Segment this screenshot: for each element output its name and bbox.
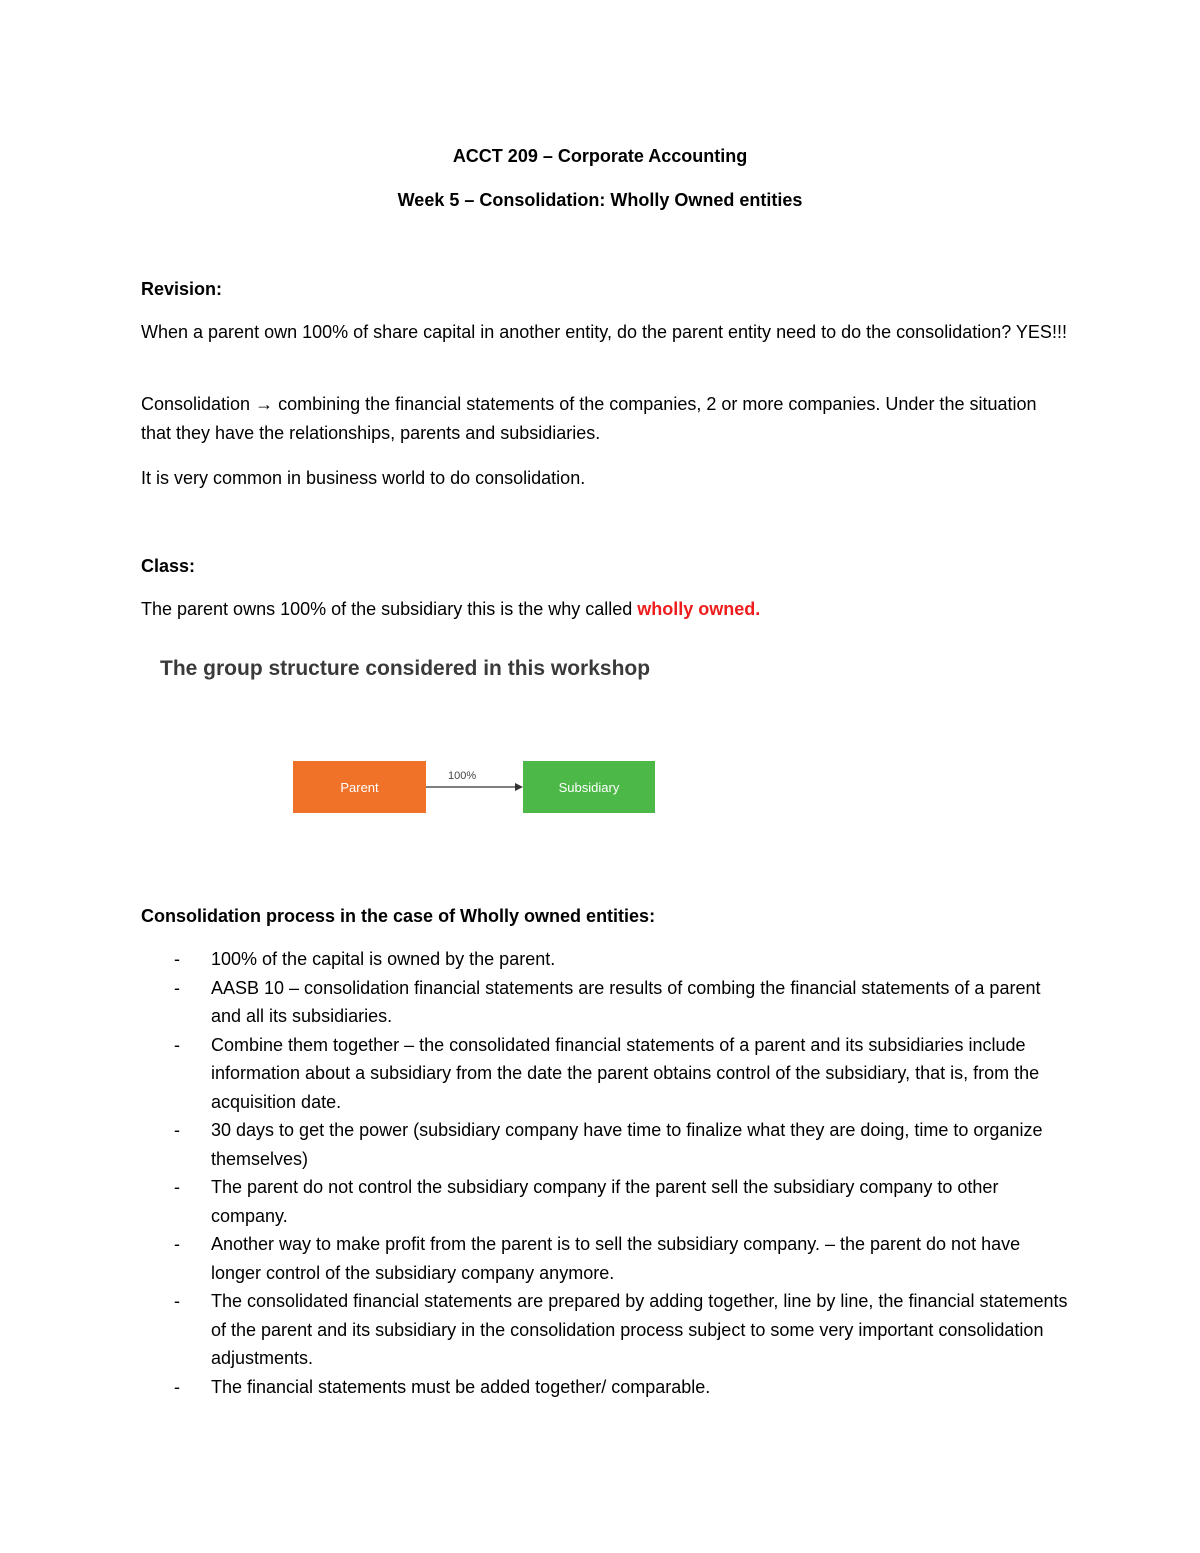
list-item [141, 1031, 1071, 1117]
list-item [141, 974, 1071, 1031]
list-item [141, 1373, 1071, 1402]
class-paragraph-text: The parent owns 100% of the subsidiary this is the why called [141, 599, 638, 619]
list-item-text: 100% of the capital is owned by the parent. [211, 949, 556, 969]
consolidation-definition: combining the financial statements of the companies, 2 or more companies. Under the situation that they have the relationships, parents and subsidiaries. [141, 394, 1037, 443]
list-item [141, 1173, 1071, 1230]
list-item [141, 1287, 1071, 1373]
revision-paragraph-1: When a parent own 100% of share capital in another entity, do the parent entity need to do the consolidation? YES!!! [141, 322, 1067, 342]
class-heading: Class: [141, 556, 196, 576]
list-item-text: The consolidated financial statements are prepared by adding together, line by line, the financial statements of the parent and its subsidiary in the consolidation process subject to some very important consolidation adjustments. [211, 1291, 1068, 1368]
bullet-dash-icon: - [174, 977, 180, 998]
list-item [141, 1230, 1071, 1287]
list-item-text: 30 days to get the power (subsidiary company have time to finalize what they are doing, time to organize themselves) [211, 1120, 1043, 1169]
class-paragraph [141, 595, 1071, 624]
list-item-text: The parent do not control the subsidiary company if the parent sell the subsidiary company to other company. [211, 1177, 999, 1226]
bullet-dash-icon: - [174, 1291, 180, 1311]
list-item-text: Another way to make profit from the parent is to sell the subsidiary company. – the parent do not have longer control of the subsidiary company anymore. [211, 1234, 1021, 1283]
bullet-dash-icon: - [174, 1376, 180, 1397]
bullet-dash-icon: - [174, 1234, 180, 1254]
arrowhead-icon [515, 783, 523, 791]
revision-paragraph-3: It is very common in business world to do consolidation. [141, 468, 586, 488]
group-structure-diagram [288, 752, 660, 820]
subsidiary-node-label: Subsidiary [558, 779, 620, 795]
bullet-dash-icon: - [174, 1120, 180, 1140]
ownership-percentage-label: 100% [448, 770, 477, 782]
course-title: ACCT 209 – Corporate Accounting [452, 146, 748, 166]
bullet-dash-icon: - [174, 949, 180, 969]
list-item-text: AASB 10 – consolidation financial statements are results of combing the financial statements of a parent and all its subsidiaries. [211, 977, 1041, 1026]
week-title: Week 5 – Consolidation: Wholly Owned entities [397, 190, 803, 210]
revision-paragraph-2 [141, 390, 1071, 447]
revision-heading: Revision: [141, 279, 223, 299]
figure-heading: The group structure considered in this workshop [160, 657, 651, 680]
right-arrow-icon: → [255, 394, 274, 414]
subsidiary-node [523, 761, 655, 813]
process-list [141, 945, 1071, 1401]
process-heading: Consolidation process in the case of Wholly owned entities: [141, 906, 656, 926]
parent-node-label: Parent [340, 779, 379, 795]
bullet-dash-icon: - [174, 1034, 180, 1055]
consolidation-term: Consolidation [141, 394, 251, 414]
list-item [141, 1116, 1071, 1173]
list-item-text: Combine them together – the consolidated financial statements of a parent and its subsidiaries include information about a subsidiary from the date the parent obtains control of the subsidiary, that is, from the acquisition date. [211, 1034, 1040, 1112]
bullet-dash-icon: - [174, 1177, 180, 1197]
list-item [141, 945, 1071, 974]
list-item-text: The financial statements must be added together/ comparable. [211, 1376, 711, 1397]
wholly-owned-highlight: wholly owned. [637, 599, 761, 619]
